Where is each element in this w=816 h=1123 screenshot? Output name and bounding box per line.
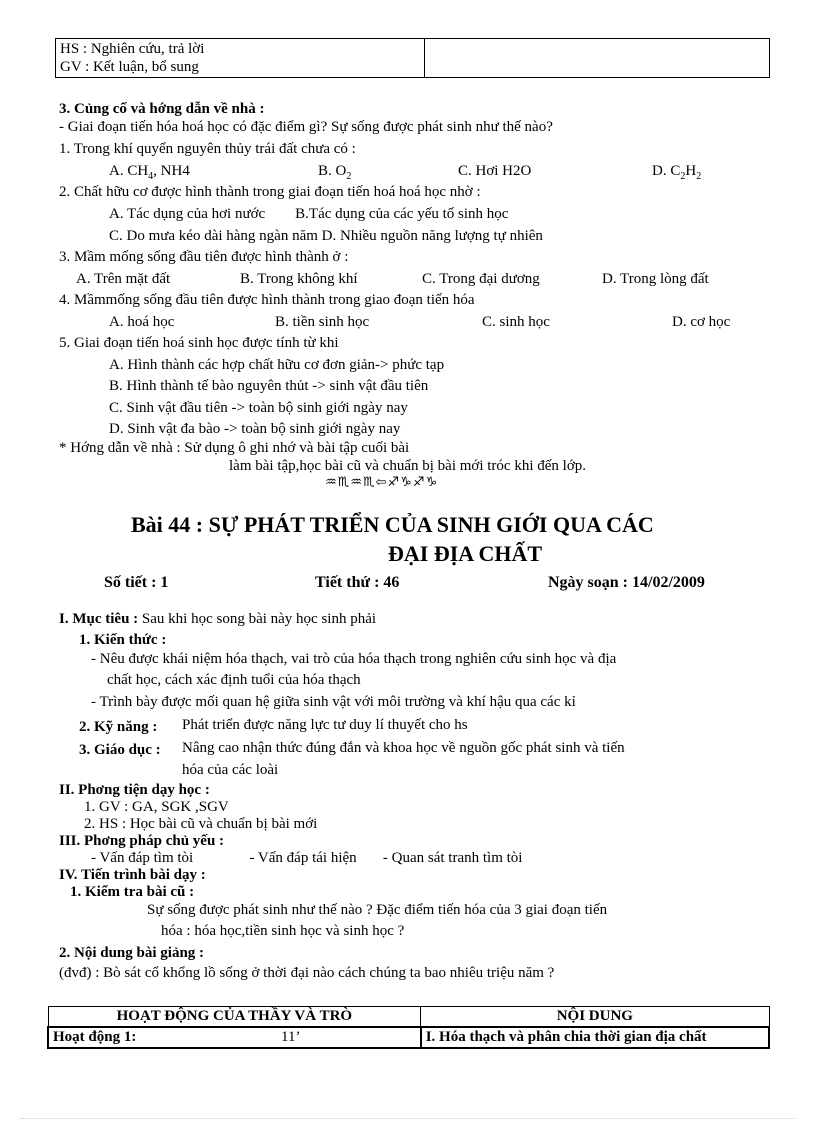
noi-dung-heading: 2. Nội dung bài giảng : [59,945,205,961]
page-bottom-divider [20,1118,796,1119]
activity-table [47,1006,770,1049]
q1-option-a: A. $CH_4$, NH4 [109,163,190,182]
q4-option-a: A. hoá học [109,314,175,330]
lesson-title-line2: ĐẠI ĐỊA CHẤT [388,541,543,566]
q4-option-d: D. cơ học [672,314,731,330]
section3-intro: - Giai đoạn tiến hóa hoá học có đặc điểm gì? Sự sống được phát sinh như thế nào? [59,119,553,135]
ornament-divider: ♒♏♒♏⇦♐♑♐♑ [325,475,439,490]
q4-option-c: C. sinh học [482,314,550,330]
top-table-left-cell [56,39,425,78]
q3-option-d: D. Trong lòng đất [602,271,709,287]
q1-option-c: C. Hơi H2O [458,163,532,179]
muc-tieu: I. Mục tiêu : Sau khi học song bài này học sinh phải [59,611,377,627]
section3-heading: 3. Củng cố và hớng dẫn về nhà : [59,101,265,117]
q2-options-ab: A. Tác dụng của hơi nước B.Tác dụng của các yếu tố sinh học [109,206,509,222]
q3-option-a: A. Trên mặt đất [76,271,171,287]
phuong-tien-heading: II. Phơng tiện dạy học : [59,782,210,798]
lesson-title-line1: Bài 44 : SỰ PHÁT TRIỂN CỦA SINH GIỚI QUA CÁC [131,512,654,537]
activity-1-time: 11’ [277,1027,421,1048]
phuong-tien-hs: 2. HS : Học bài cũ và chuẩn bị bài mới [84,816,318,832]
gv-row: GV : Kết luận, bổ sung [60,59,199,75]
kien-thuc-1b: chất học, cách xác định tuổi của hóa thạch [107,672,361,688]
giao-duc-2: hóa của các loài [182,762,279,778]
phuong-tien-gv: 1. GV : GA, SGK ,SGV [84,799,229,815]
activity-1-content: I. Hóa thạch và phân chia thời gian địa chất [421,1027,769,1048]
q5-option-b: B. Hình thành tế bào nguyên thủt -> sinh vật đầu tiên [109,378,429,394]
ky-nang-heading: 2. Kỹ năng : [79,719,158,735]
kiem-tra-heading: 1. Kiểm tra bài cũ : [70,884,195,900]
kiem-tra-q1: Sự sống được phát sinh như thế nào ? Đặc điểm tiến hóa của 3 giai đoạn tiến [147,902,608,918]
ngay-soan: Ngày soạn : 14/02/2009 [548,574,705,591]
activity-1-label: Hoạt động 1: [48,1027,277,1048]
q3-option-c: C. Trong đại dương [422,271,540,287]
table-header-content: NỘI DUNG [421,1007,769,1027]
q4-text: 4. Mầmmống sống đầu tiên được hình thành trong giao đoạn tiến hóa [59,292,475,308]
kien-thuc-2: - Trình bày được mối quan hệ giữa sinh vật với môi trường và khí hậu qua các kỉ [91,694,576,710]
phuong-phap-heading: III. Phơng pháp chủ yếu : [59,833,225,849]
homework-line2: làm bài tập,học bài cũ và chuẩn bị bài mới tróc khi đến lớp. [229,458,587,474]
q2-options-cd: C. Do mưa kéo dài hàng ngàn năm D. Nhiều nguồn năng lượng tự nhiên [109,228,543,244]
q5-option-a: A. Hình thành các hợp chất hữu cơ đơn giản-> phức tạp [109,357,445,373]
q2-text: 2. Chất hữu cơ được hình thành trong giai đoạn tiến hoá hoá học nhờ : [59,184,481,200]
phuong-phap-items: - Vấn đáp tìm tòi - Vấn đáp tái hiện - Quan sát tranh tìm tòi [91,850,523,866]
tien-trinh-heading: IV. Tiến trình bài dạy : [59,867,206,883]
q5-text: 5. Giai đoạn tiến hoá sinh học được tính từ khi [59,335,339,351]
top-table-right-cell [425,39,770,78]
hs-row: HS : Nghiên cứu, trả lời [60,41,205,57]
kien-thuc-1a: - Nêu được khái niệm hóa thạch, vai trò của hóa thạch trong nghiên cứu sinh học và địa [91,651,617,667]
q1-option-d: D. $C_2H_2$ [652,163,702,182]
q5-option-d: D. Sinh vật đa bào -> toàn bộ sinh giới ngày nay [109,421,401,437]
q1-text: 1. Trong khí quyển nguyên thủy trái đất chưa có : [59,141,356,157]
q5-option-c: C. Sinh vật đầu tiên -> toàn bộ sinh giới ngày nay [109,400,408,416]
giao-duc-heading: 3. Giáo dục : [79,742,161,758]
top-table [55,38,770,78]
so-tiet: Số tiết : 1 [104,574,169,591]
q4-option-b: B. tiền sinh học [275,314,370,330]
tiet-thu: Tiết thứ : 46 [315,574,400,591]
q3-option-b: B. Trong không khí [240,271,358,287]
ky-nang-text: Phát triển được năng lực tư duy lí thuyết cho hs [182,717,468,733]
giao-duc-1: Nâng cao nhận thức đúng đắn và khoa học về nguồn gốc phát sinh và tiến [182,740,625,756]
kien-thuc-heading: 1. Kiến thức : [79,632,167,648]
homework-line1: * Hớng dẫn về nhà : Sử dụng ô ghi nhớ và bài tập cuối bài [59,440,410,456]
kiem-tra-q2: hóa : hóa học,tiền sinh học và sinh học ? [161,923,405,939]
q3-text: 3. Mầm mống sống đầu tiên được hình thành ở : [59,249,349,265]
dvd-text: (đvđ) : Bò sát cổ khổng lồ sống ở thời đại nào cách chúng ta bao nhiêu triệu năm ? [59,965,555,981]
table-header-activity: HOẠT ĐỘNG CỦA THẦY VÀ TRÒ [48,1007,421,1027]
q1-option-b: B. $O_2$ [318,163,352,182]
